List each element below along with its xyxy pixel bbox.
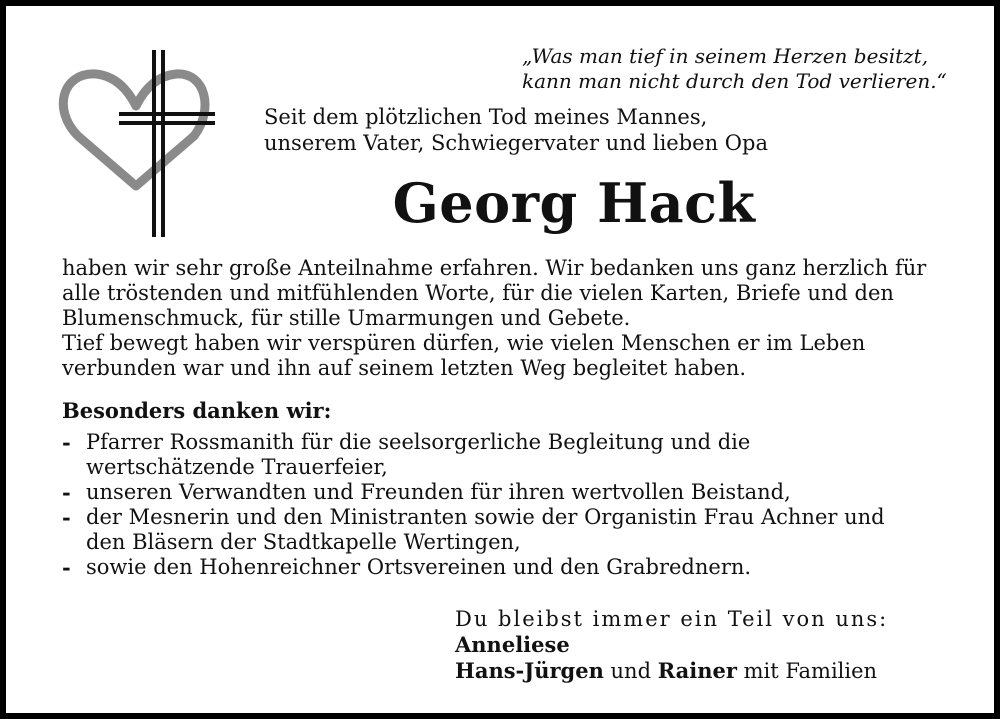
dash-bullet: - xyxy=(62,555,71,580)
list-item xyxy=(62,505,967,555)
conjunction: und xyxy=(610,659,652,683)
thanks-body xyxy=(62,256,967,381)
dash-bullet: - xyxy=(62,430,71,455)
dash-bullet: - xyxy=(62,505,71,530)
quote-line: „Was man tief in seinem Herzen besitzt, xyxy=(522,44,929,68)
thanks-heading: Besonders danken wir: xyxy=(62,398,332,423)
list-item xyxy=(62,555,967,580)
family-suffix: mit Familien xyxy=(743,659,878,683)
list-item-line: sowie den Hohenreichner Ortsvereinen und den Grabrednern. xyxy=(86,555,752,579)
farewell-line: Du bleibst immer ein Teil von uns: xyxy=(455,607,889,631)
intro-line: Seit dem plötzlichen Tod meines Mannes, xyxy=(264,105,708,129)
body-line: alle tröstenden und mitfühlenden Worte, für die vielen Karten, Briefe und den xyxy=(62,281,894,305)
intro-line: unserem Vater, Schwiegervater und lieben Opa xyxy=(264,131,768,155)
dash-bullet: - xyxy=(62,480,71,505)
list-item-line: wertschätzende Trauerfeier, xyxy=(86,455,388,479)
child-name: Hans-Jürgen xyxy=(455,658,604,683)
signature-line-wife xyxy=(455,632,975,658)
list-item xyxy=(62,480,967,505)
list-item-line: den Bläsern der Stadtkapelle Wertingen, xyxy=(86,530,521,554)
body-line: Tief bewegt haben wir verspüren dürfen, wie vielen Menschen er im Leben xyxy=(62,331,866,355)
obituary-card xyxy=(6,6,994,713)
thanks-list xyxy=(62,430,967,580)
heart-outline xyxy=(63,74,205,186)
quote-line: kann man nicht durch den Tod verlieren.“ xyxy=(522,69,947,93)
signature-block xyxy=(455,606,975,684)
body-line: Blumenschmuck, für stille Umarmungen und Gebete. xyxy=(62,306,631,330)
heart-cross-icon xyxy=(56,44,216,244)
signature-line-children xyxy=(455,658,975,684)
body-line: verbunden war und ihn auf seinem letzten Weg begleitet haben. xyxy=(62,356,747,380)
deceased-name: Georg Hack xyxy=(392,171,756,235)
body-line: haben wir sehr große Anteilnahme erfahren. Wir bedanken uns ganz herzlich für xyxy=(62,256,927,280)
list-item-line: der Mesnerin und den Ministranten sowie der Organistin Frau Achner und xyxy=(86,505,885,529)
child-name: Rainer xyxy=(657,658,737,683)
list-item xyxy=(62,430,967,480)
list-item-line: unseren Verwandten und Freunden für ihren wertvollen Beistand, xyxy=(86,480,791,504)
wife-name: Anneliese xyxy=(455,632,570,657)
list-item-line: Pfarrer Rossmanith für die seelsorgerliche Begleitung und die xyxy=(86,430,751,454)
memorial-quote xyxy=(522,44,972,94)
intro-text xyxy=(264,104,824,156)
